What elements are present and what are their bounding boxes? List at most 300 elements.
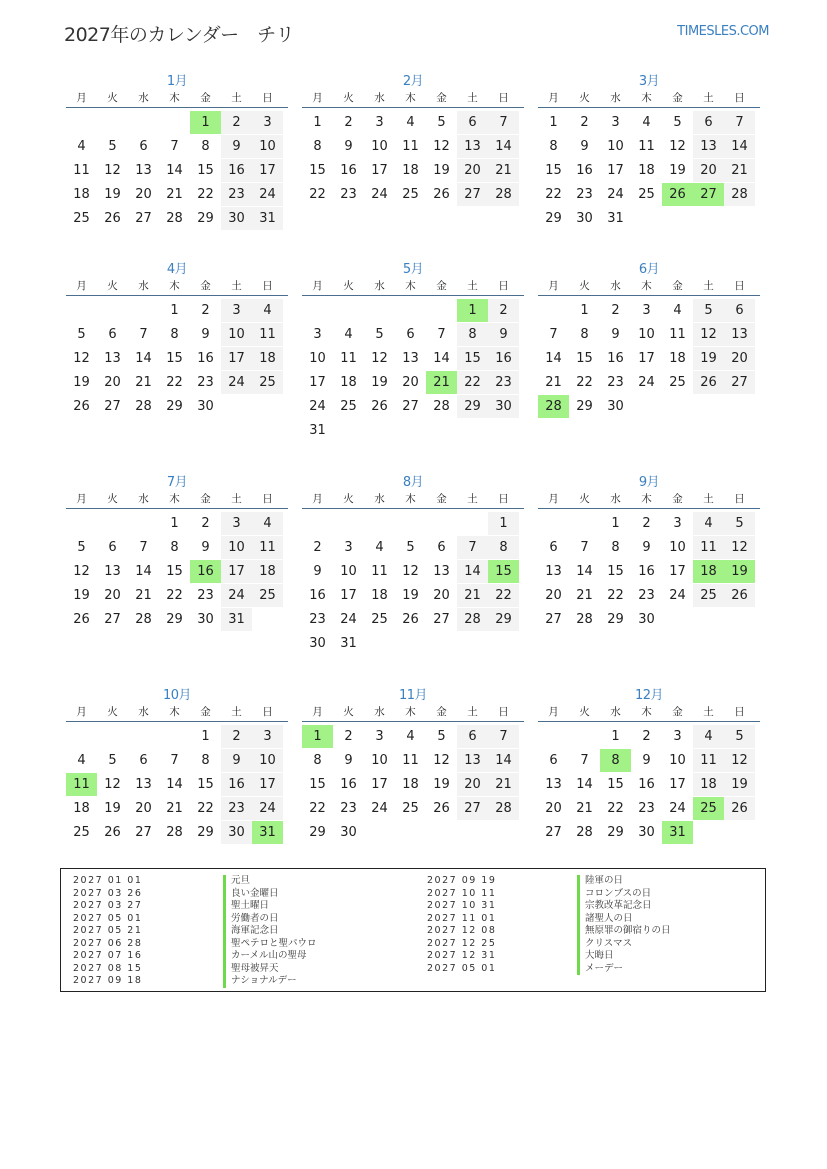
weekday-label: 水: [610, 493, 621, 505]
day-cell: 25: [402, 187, 419, 202]
day-cell: 12: [402, 564, 419, 579]
day-cell: 21: [576, 801, 593, 816]
week-row: [538, 560, 760, 584]
day-cell: 14: [457, 560, 488, 583]
day-cell: 4: [344, 327, 353, 342]
day-cell: 30: [197, 399, 214, 414]
day-cell: 16: [638, 777, 655, 792]
day-cell: 5: [77, 540, 86, 555]
day-cell: 25: [73, 825, 90, 840]
day-cell: 15: [197, 163, 214, 178]
day-cell: 12: [73, 564, 90, 579]
month-name: 6月: [638, 262, 660, 277]
empty-cell: [693, 395, 724, 418]
day-cell: 11: [252, 323, 283, 346]
day-cell: 24: [340, 612, 357, 627]
week-row: [66, 536, 288, 560]
holiday-date: 2027 08 15: [73, 962, 143, 974]
empty-cell: [364, 821, 395, 844]
weekday-label: 水: [138, 92, 149, 104]
day-cell: 31: [221, 608, 252, 631]
day-cell: 23: [576, 187, 593, 202]
day-cell: 28: [488, 183, 519, 206]
day-cell: 14: [166, 777, 183, 792]
week-row: [302, 725, 524, 749]
day-cell: 2: [344, 729, 353, 744]
day-cell: 15: [576, 351, 593, 366]
day-cell: 12: [104, 777, 121, 792]
day-cell: 3: [313, 327, 322, 342]
day-cell: 3: [221, 299, 252, 322]
holiday-day-cell: 25: [693, 797, 724, 820]
holiday-date: 2027 11 01: [427, 912, 497, 924]
day-cell: 21: [488, 773, 519, 796]
week-row: [66, 299, 288, 323]
day-cell: 28: [576, 612, 593, 627]
day-cell: 3: [673, 516, 682, 531]
holiday-date: 2027 12 25: [427, 937, 497, 949]
day-cell: 9: [611, 327, 620, 342]
day-cell: 19: [433, 777, 450, 792]
day-cell: 8: [549, 139, 558, 154]
day-cell: 13: [457, 749, 488, 772]
day-cell: 9: [642, 753, 651, 768]
day-cell: 20: [545, 801, 562, 816]
day-cell: 24: [638, 375, 655, 390]
week-row: [302, 395, 524, 419]
empty-cell: [569, 725, 600, 748]
day-cell: 24: [607, 187, 624, 202]
day-cell: 9: [580, 139, 589, 154]
day-cell: 1: [580, 303, 589, 318]
day-cell: 8: [611, 540, 620, 555]
day-cell: 20: [433, 588, 450, 603]
weekday-label: 水: [138, 280, 149, 292]
day-cell: 13: [402, 351, 419, 366]
day-cell: 22: [607, 588, 624, 603]
holiday-date: 2027 10 31: [427, 900, 497, 911]
day-cell: 7: [724, 111, 755, 134]
empty-cell: [364, 299, 395, 322]
day-cell: 23: [221, 183, 252, 206]
week-row: [538, 371, 760, 395]
day-cell: 4: [252, 512, 283, 535]
weekday-label: 日: [498, 493, 509, 505]
week-row: [66, 159, 288, 183]
week-row: [302, 821, 524, 845]
day-cell: 8: [201, 139, 210, 154]
day-cell: 23: [221, 797, 252, 820]
holiday-legend: [60, 868, 766, 992]
empty-cell: [488, 419, 519, 442]
week-row: [302, 371, 524, 395]
week-row: [66, 821, 288, 845]
weekday-label: 日: [262, 280, 273, 292]
day-cell: 18: [252, 560, 283, 583]
day-cell: 28: [457, 608, 488, 631]
holiday-entry: [427, 963, 671, 976]
day-cell: 7: [488, 111, 519, 134]
day-cell: 11: [371, 564, 388, 579]
day-cell: 29: [576, 399, 593, 414]
weekday-header: [302, 278, 524, 296]
day-cell: 2: [611, 303, 620, 318]
day-cell: 3: [344, 540, 353, 555]
empty-cell: [457, 512, 488, 535]
day-cell: 18: [371, 588, 388, 603]
weekday-header: [538, 491, 760, 509]
day-cell: 26: [402, 612, 419, 627]
week-row: [66, 111, 288, 135]
day-cell: 5: [437, 729, 446, 744]
day-cell: 6: [108, 540, 117, 555]
day-cell: 23: [340, 801, 357, 816]
day-cell: 8: [580, 327, 589, 342]
day-cell: 1: [488, 512, 519, 535]
weekday-label: 火: [343, 280, 354, 292]
day-cell: 5: [724, 725, 755, 748]
day-cell: 17: [669, 777, 686, 792]
week-row: [538, 111, 760, 135]
day-cell: 12: [73, 351, 90, 366]
day-cell: 11: [402, 139, 419, 154]
holiday-date: 2027 07 16: [73, 950, 143, 961]
day-cell: 6: [406, 327, 415, 342]
day-cell: 1: [611, 516, 620, 531]
day-cell: 25: [638, 187, 655, 202]
week-row: [538, 821, 760, 845]
weekday-label: 日: [262, 493, 273, 505]
week-row: [538, 347, 760, 371]
week-row: [66, 135, 288, 159]
weekday-label: 金: [672, 280, 683, 292]
day-cell: 9: [488, 323, 519, 346]
weekday-label: 木: [641, 92, 652, 104]
day-cell: 11: [693, 536, 724, 559]
day-cell: 6: [693, 111, 724, 134]
holiday-name: 聖土曜日: [223, 900, 269, 913]
day-cell: 22: [545, 187, 562, 202]
day-cell: 17: [340, 588, 357, 603]
day-cell: 17: [607, 163, 624, 178]
weekday-label: 火: [107, 493, 118, 505]
weekday-label: 日: [262, 706, 273, 718]
day-cell: 28: [135, 612, 152, 627]
day-cell: 15: [166, 351, 183, 366]
day-cell: 9: [344, 139, 353, 154]
day-cell: 20: [135, 801, 152, 816]
weekday-label: 水: [610, 706, 621, 718]
day-cell: 27: [135, 211, 152, 226]
empty-cell: [66, 512, 97, 535]
day-cell: 3: [252, 111, 283, 134]
week-row: [538, 512, 760, 536]
day-cell: 8: [170, 327, 179, 342]
day-cell: 18: [693, 773, 724, 796]
holiday-name: 大晦日: [577, 950, 614, 963]
day-cell: 17: [371, 163, 388, 178]
day-cell: 12: [669, 139, 686, 154]
weekday-label: 金: [436, 92, 447, 104]
holiday-entry: [427, 913, 671, 926]
holiday-date: 2027 01 01: [73, 875, 143, 886]
weekday-label: 月: [548, 92, 559, 104]
weekday-label: 水: [374, 493, 385, 505]
day-cell: 24: [669, 801, 686, 816]
day-cell: 7: [437, 327, 446, 342]
day-cell: 26: [693, 371, 724, 394]
holiday-date: 2027 09 19: [427, 875, 497, 886]
holiday-name: 労働者の日: [223, 913, 279, 926]
weekday-label: 水: [374, 92, 385, 104]
day-cell: 1: [313, 115, 322, 130]
day-cell: 27: [104, 399, 121, 414]
empty-cell: [426, 299, 457, 322]
day-cell: 25: [669, 375, 686, 390]
day-cell: 25: [340, 399, 357, 414]
week-row: [302, 749, 524, 773]
weekday-label: 木: [405, 493, 416, 505]
day-cell: 11: [340, 351, 357, 366]
day-cell: 10: [309, 351, 326, 366]
weekday-header: [538, 278, 760, 296]
day-cell: 30: [488, 395, 519, 418]
day-cell: 4: [693, 512, 724, 535]
day-cell: 30: [221, 207, 252, 230]
empty-cell: [221, 395, 252, 418]
empty-cell: [395, 512, 426, 535]
holiday-name: 諸聖人の日: [577, 913, 633, 926]
day-cell: 2: [201, 516, 210, 531]
empty-cell: [426, 632, 457, 655]
day-cell: 5: [108, 753, 117, 768]
day-cell: 14: [488, 749, 519, 772]
day-cell: 30: [309, 636, 326, 651]
weekday-label: 水: [138, 706, 149, 718]
weekday-label: 日: [734, 706, 745, 718]
day-cell: 4: [375, 540, 384, 555]
weekday-label: 木: [169, 280, 180, 292]
weekday-header: [302, 704, 524, 722]
day-cell: 26: [104, 825, 121, 840]
day-cell: 24: [252, 797, 283, 820]
week-row: [66, 183, 288, 207]
empty-cell: [302, 299, 333, 322]
week-row: [302, 632, 524, 656]
site-name[interactable]: TIMESLES.COM: [677, 24, 769, 39]
holiday-date: 2027 06 28: [73, 937, 143, 949]
week-row: [66, 371, 288, 395]
empty-cell: [159, 725, 190, 748]
day-cell: 15: [309, 777, 326, 792]
day-cell: 19: [669, 163, 686, 178]
holiday-name: 良い金曜日: [223, 888, 279, 901]
holiday-name: ナショナルデー: [223, 975, 297, 988]
holiday-date: 2027 12 31: [427, 950, 497, 961]
empty-cell: [426, 512, 457, 535]
empty-cell: [66, 299, 97, 322]
day-cell: 2: [221, 111, 252, 134]
day-cell: 18: [402, 777, 419, 792]
empty-cell: [395, 821, 426, 844]
weekday-header: [538, 90, 760, 108]
day-cell: 19: [724, 773, 755, 796]
weekday-label: 金: [436, 493, 447, 505]
month-name: 1月: [166, 74, 188, 89]
empty-cell: [569, 512, 600, 535]
week-row: [66, 560, 288, 584]
weekday-label: 木: [641, 280, 652, 292]
weekday-header: [66, 491, 288, 509]
day-cell: 18: [638, 163, 655, 178]
day-cell: 21: [545, 375, 562, 390]
holiday-entry: [73, 875, 317, 888]
day-cell: 23: [197, 588, 214, 603]
day-cell: 27: [457, 183, 488, 206]
day-cell: 21: [135, 588, 152, 603]
week-row: [538, 584, 760, 608]
holiday-name: カーメル山の聖母: [223, 950, 307, 963]
day-cell: 27: [545, 825, 562, 840]
holiday-name: 元旦: [223, 875, 250, 888]
empty-cell: [724, 207, 755, 230]
holiday-entry: [73, 888, 317, 901]
month-name: 7月: [166, 475, 188, 490]
day-cell: 12: [371, 351, 388, 366]
day-cell: 23: [197, 375, 214, 390]
day-cell: 30: [638, 825, 655, 840]
day-cell: 10: [340, 564, 357, 579]
day-cell: 31: [340, 636, 357, 651]
day-cell: 20: [135, 187, 152, 202]
holiday-entry: [73, 950, 317, 963]
day-cell: 23: [309, 612, 326, 627]
day-cell: 27: [402, 399, 419, 414]
weekday-label: 月: [76, 280, 87, 292]
holiday-name: 聖ペテロと聖パウロ: [223, 938, 317, 951]
day-cell: 31: [309, 423, 326, 438]
holiday-day-cell: 1: [457, 299, 488, 322]
day-cell: 6: [437, 540, 446, 555]
holiday-name: メーデー: [577, 963, 623, 976]
empty-cell: [488, 821, 519, 844]
weekday-header: [66, 278, 288, 296]
day-cell: 29: [488, 608, 519, 631]
day-cell: 1: [170, 516, 179, 531]
empty-cell: [128, 512, 159, 535]
day-cell: 9: [221, 749, 252, 772]
holiday-name: 聖母被昇天: [223, 963, 279, 976]
weekday-label: 日: [498, 92, 509, 104]
weekday-label: 月: [548, 493, 559, 505]
weekday-label: 月: [312, 280, 323, 292]
holiday-entry: [427, 900, 671, 913]
month-7: [66, 474, 288, 632]
day-cell: 6: [549, 540, 558, 555]
empty-cell: [302, 512, 333, 535]
day-cell: 7: [170, 753, 179, 768]
weekday-label: 火: [579, 92, 590, 104]
day-cell: 28: [166, 825, 183, 840]
day-cell: 7: [170, 139, 179, 154]
week-row: [302, 299, 524, 323]
day-cell: 25: [371, 612, 388, 627]
day-cell: 22: [607, 801, 624, 816]
day-cell: 8: [201, 753, 210, 768]
day-cell: 16: [638, 564, 655, 579]
day-cell: 2: [344, 115, 353, 130]
day-cell: 5: [375, 327, 384, 342]
weekday-label: 火: [107, 280, 118, 292]
day-cell: 25: [252, 371, 283, 394]
holiday-day-cell: 26: [662, 183, 693, 206]
weekday-label: 火: [343, 92, 354, 104]
day-cell: 7: [139, 327, 148, 342]
week-row: [302, 183, 524, 207]
holiday-date: 2027 05 21: [73, 925, 143, 936]
weekday-label: 月: [76, 493, 87, 505]
day-cell: 10: [221, 323, 252, 346]
day-cell: 18: [340, 375, 357, 390]
day-cell: 12: [724, 536, 755, 559]
weekday-label: 木: [169, 92, 180, 104]
day-cell: 8: [457, 323, 488, 346]
weekday-label: 水: [610, 280, 621, 292]
weekday-label: 土: [703, 493, 714, 505]
day-cell: 31: [252, 207, 283, 230]
day-cell: 20: [724, 347, 755, 370]
day-cell: 12: [433, 139, 450, 154]
empty-cell: [252, 395, 283, 418]
day-cell: 1: [201, 729, 210, 744]
empty-cell: [457, 821, 488, 844]
weekday-label: 木: [169, 493, 180, 505]
day-cell: 1: [170, 303, 179, 318]
day-cell: 5: [77, 327, 86, 342]
holiday-date: 2027 05 01: [427, 962, 497, 974]
day-cell: 21: [724, 159, 755, 182]
week-row: [538, 135, 760, 159]
day-cell: 19: [402, 588, 419, 603]
empty-cell: [724, 608, 755, 631]
week-row: [538, 725, 760, 749]
day-cell: 22: [488, 584, 519, 607]
day-cell: 9: [642, 540, 651, 555]
weekday-label: 金: [200, 706, 211, 718]
holiday-entry: [427, 925, 671, 938]
weekday-label: 火: [107, 92, 118, 104]
day-cell: 6: [139, 753, 148, 768]
weekday-label: 土: [231, 493, 242, 505]
holiday-entry: [73, 900, 317, 913]
weekday-label: 日: [498, 706, 509, 718]
day-cell: 17: [252, 773, 283, 796]
empty-cell: [724, 821, 755, 844]
empty-cell: [631, 207, 662, 230]
day-cell: 14: [724, 135, 755, 158]
holiday-legend-right: [427, 875, 671, 975]
day-cell: 5: [673, 115, 682, 130]
week-row: [538, 749, 760, 773]
week-row: [302, 560, 524, 584]
holiday-day-cell: 18: [693, 560, 724, 583]
day-cell: 16: [488, 347, 519, 370]
holiday-date: 2027 05 01: [73, 912, 143, 924]
week-row: [66, 725, 288, 749]
weekday-header: [538, 704, 760, 722]
day-cell: 26: [433, 801, 450, 816]
day-cell: 20: [104, 588, 121, 603]
